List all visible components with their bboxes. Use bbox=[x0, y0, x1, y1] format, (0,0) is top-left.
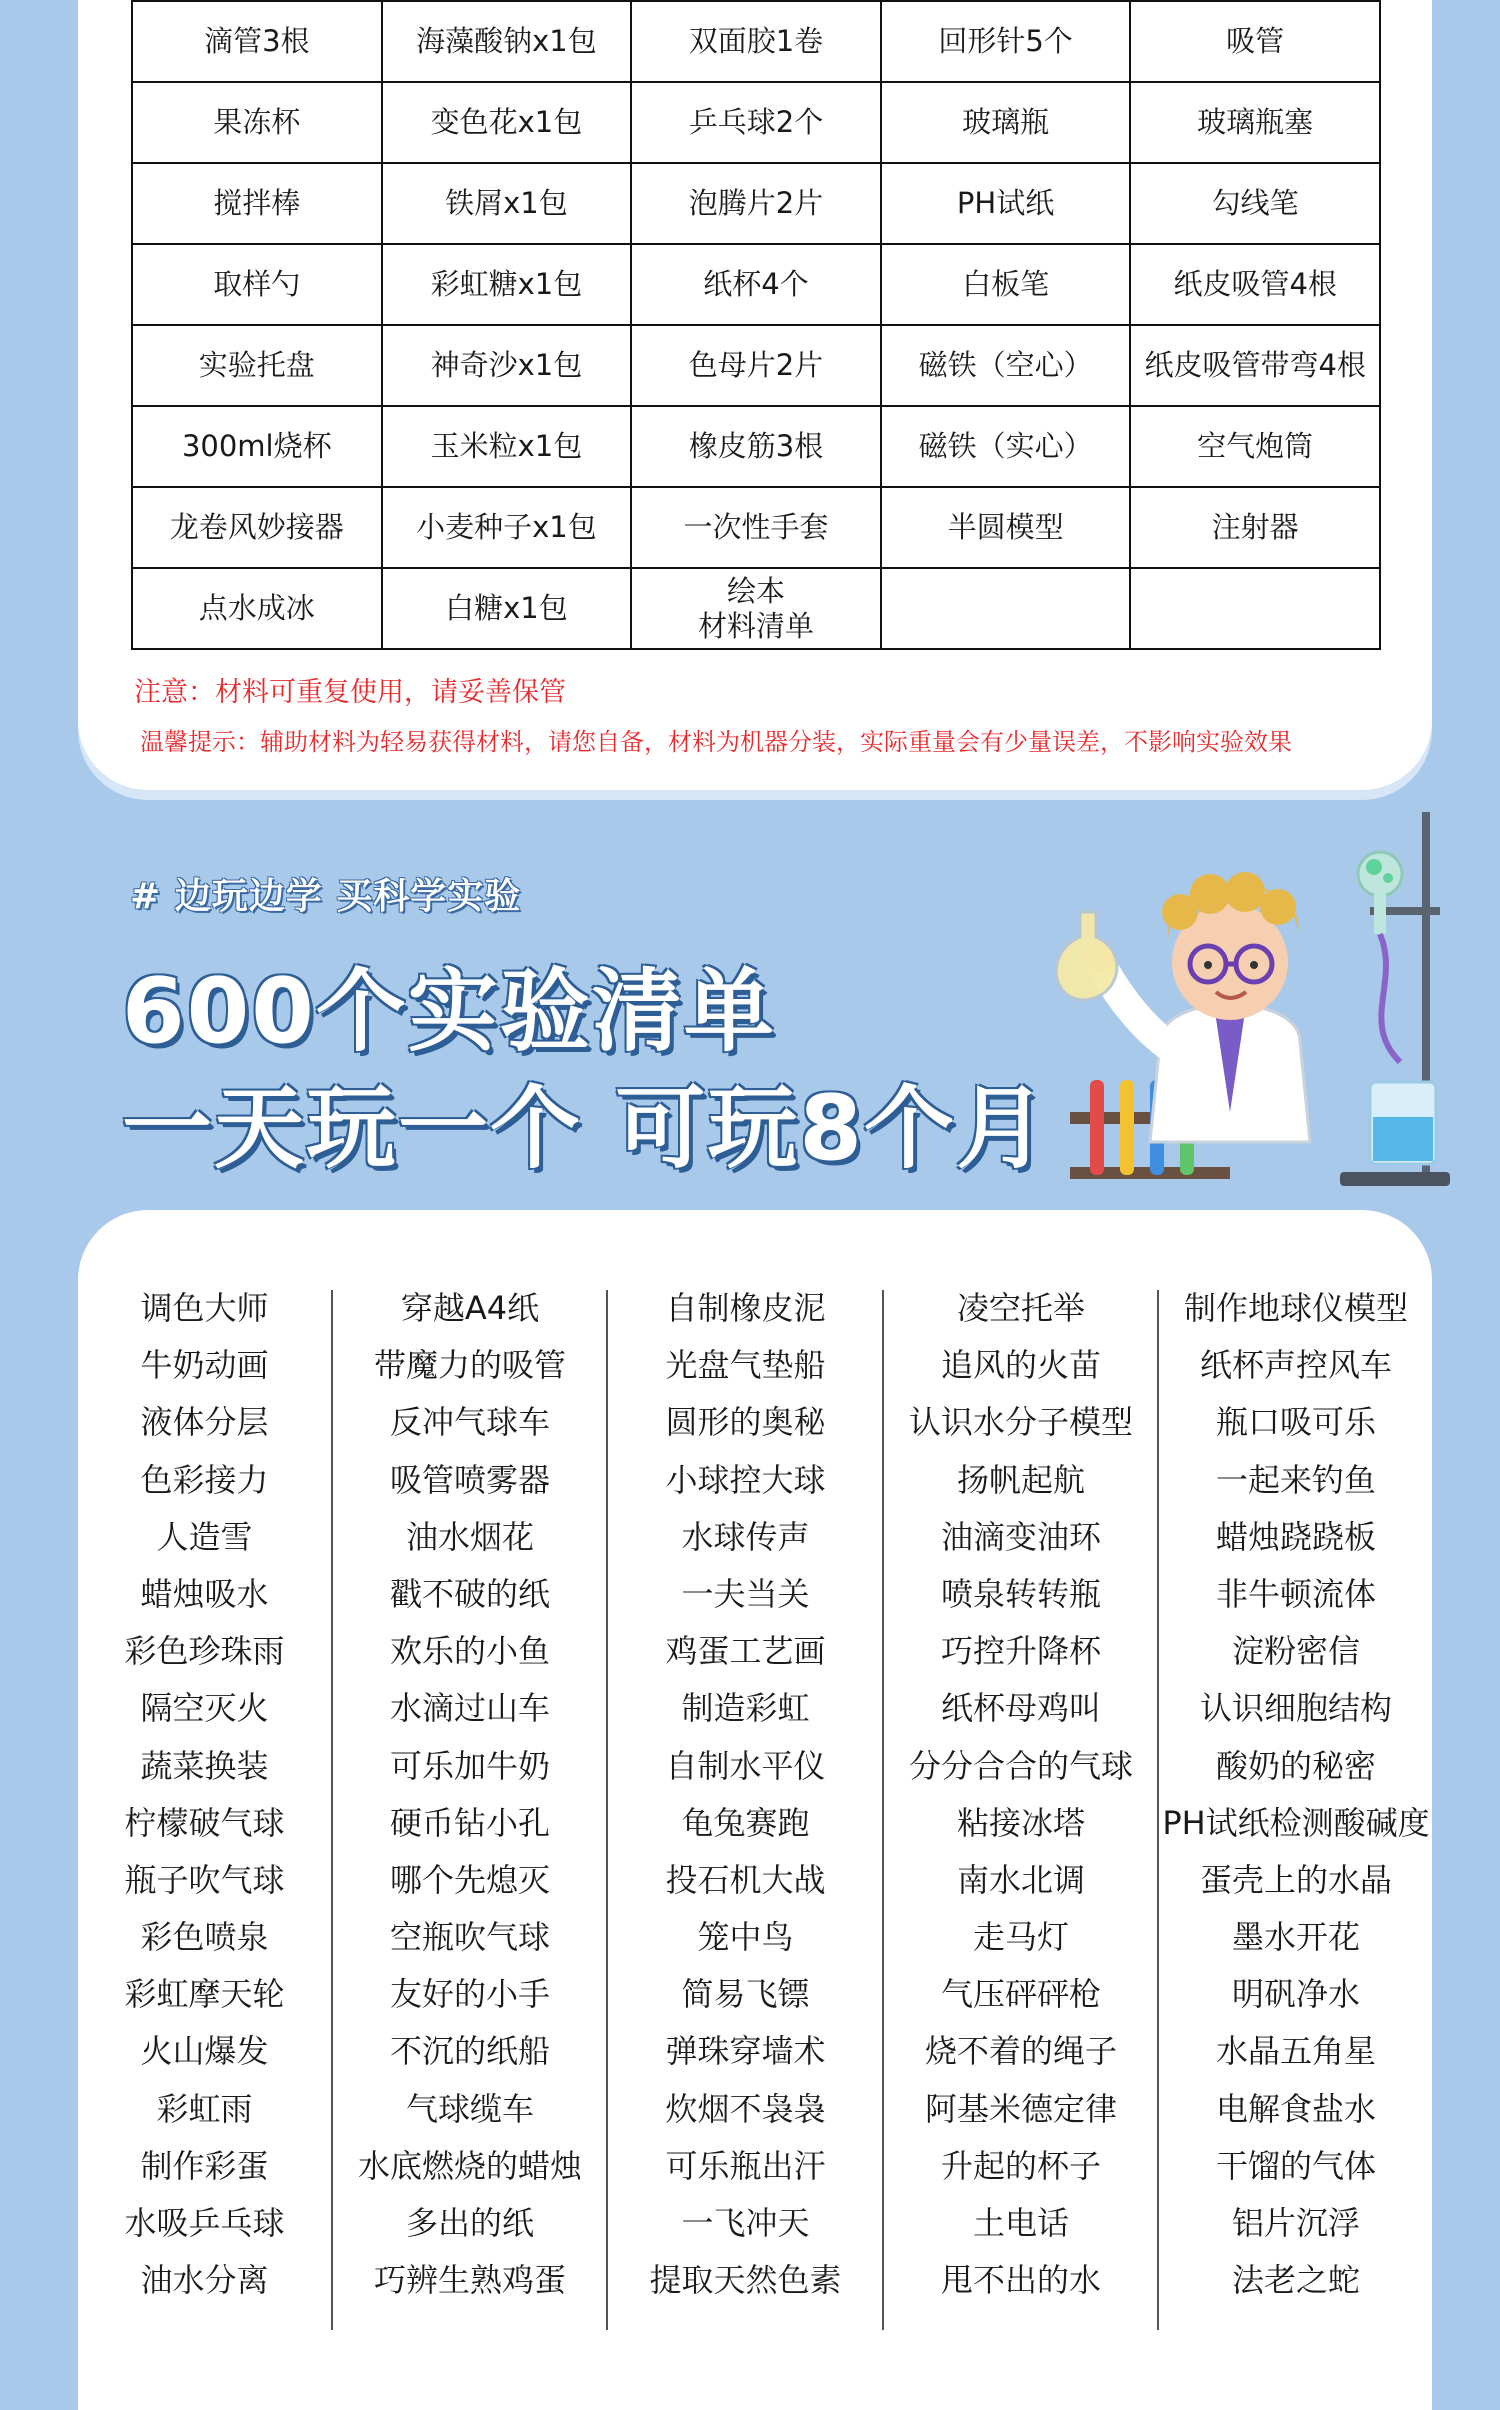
experiment-item: 光盘气垫船 bbox=[665, 1346, 826, 1385]
materials-cell: 玻璃瓶塞 bbox=[1130, 82, 1380, 163]
experiment-item: 彩虹雨 bbox=[156, 2089, 253, 2128]
experiment-item: 认识细胞结构 bbox=[1199, 1689, 1392, 1728]
experiment-item: 牛奶动画 bbox=[140, 1346, 269, 1385]
materials-row bbox=[132, 325, 1380, 406]
materials-cell: 一次性手套 bbox=[631, 487, 881, 568]
experiment-item: 液体分层 bbox=[140, 1403, 269, 1442]
experiment-item: 气球缆车 bbox=[405, 2089, 534, 2128]
materials-cell: 纸杯4个 bbox=[631, 244, 881, 325]
materials-cell: 半圆模型 bbox=[881, 487, 1131, 568]
experiment-item: 制作地球仪模型 bbox=[1183, 1289, 1408, 1327]
experiment-item: 瓶口吸可乐 bbox=[1215, 1403, 1376, 1442]
experiment-item: 蜡烛吸水 bbox=[140, 1574, 269, 1613]
column-divider bbox=[1157, 1290, 1159, 2330]
experiment-item: 色彩接力 bbox=[140, 1460, 269, 1499]
experiment-item: 隔空灭火 bbox=[140, 1689, 269, 1728]
experiment-item: 扬帆起航 bbox=[956, 1460, 1085, 1499]
experiment-item: 鸡蛋工艺画 bbox=[665, 1632, 826, 1671]
experiment-item: 哪个先熄灭 bbox=[389, 1860, 550, 1899]
materials-cell: 泡腾片2片 bbox=[631, 163, 881, 244]
experiment-item: 分分合合的气球 bbox=[908, 1746, 1133, 1785]
materials-cell: 铁屑x1包 bbox=[382, 163, 632, 244]
materials-cell: 海藻酸钠x1包 bbox=[382, 1, 632, 82]
materials-cell: 磁铁（实心） bbox=[881, 406, 1131, 487]
materials-cell: 实验托盘 bbox=[132, 325, 382, 406]
experiment-item: 水球传声 bbox=[681, 1517, 810, 1556]
column-divider bbox=[882, 1290, 884, 2330]
experiment-column bbox=[609, 1280, 882, 2309]
materials-cell: 取样勺 bbox=[132, 244, 382, 325]
experiment-item: 淀粉密信 bbox=[1231, 1632, 1360, 1671]
experiment-column bbox=[1160, 1280, 1432, 2309]
experiment-item: 南水北调 bbox=[956, 1860, 1085, 1899]
materials-cell: 滴管3根 bbox=[132, 1, 382, 82]
materials-cell: 注射器 bbox=[1130, 487, 1380, 568]
column-divider bbox=[331, 1290, 333, 2330]
materials-cell: 回形针5个 bbox=[881, 1, 1131, 82]
scientist-illustration bbox=[1040, 812, 1460, 1202]
materials-cell: 双面胶1卷 bbox=[631, 1, 881, 82]
experiment-item: 认识水分子模型 bbox=[908, 1403, 1133, 1442]
materials-row bbox=[132, 406, 1380, 487]
experiment-item: 彩虹摩天轮 bbox=[124, 1975, 285, 2014]
materials-row bbox=[132, 82, 1380, 163]
experiment-item: 蛋壳上的水晶 bbox=[1199, 1860, 1392, 1899]
experiment-item: 自制橡皮泥 bbox=[665, 1289, 826, 1327]
experiment-item: 制造彩虹 bbox=[681, 1689, 810, 1728]
experiment-item: 一飞冲天 bbox=[681, 2204, 810, 2242]
materials-cell: 300ml烧杯 bbox=[132, 406, 382, 487]
experiment-item: 升起的杯子 bbox=[940, 2146, 1101, 2185]
column-divider bbox=[606, 1290, 608, 2330]
experiment-item: 烧不着的绳子 bbox=[924, 2032, 1117, 2071]
materials-row bbox=[132, 1, 1380, 82]
experiment-item: 穿越A4纸 bbox=[400, 1289, 540, 1327]
materials-cell: 小麦种子x1包 bbox=[382, 487, 632, 568]
experiment-item: 蜡烛跷跷板 bbox=[1215, 1517, 1376, 1556]
experiment-item: 小球控大球 bbox=[665, 1460, 826, 1499]
experiment-item: 圆形的奥秘 bbox=[665, 1403, 826, 1442]
experiment-item: 铝片沉浮 bbox=[1231, 2204, 1360, 2242]
experiment-item: 走马灯 bbox=[972, 1918, 1069, 1957]
experiment-item: 油水烟花 bbox=[405, 1517, 534, 1556]
materials-cell bbox=[881, 568, 1131, 649]
experiment-item: 炊烟不袅袅 bbox=[665, 2089, 826, 2128]
experiment-item: 法老之蛇 bbox=[1231, 2261, 1360, 2300]
materials-cell: 绘本 材料清单 bbox=[631, 568, 881, 649]
experiment-item: 非牛顿流体 bbox=[1215, 1574, 1376, 1613]
experiment-item: 自制水平仪 bbox=[665, 1746, 826, 1785]
experiment-item: 蔬菜换装 bbox=[140, 1746, 269, 1785]
materials-cell: 色母片2片 bbox=[631, 325, 881, 406]
experiment-item: 戳不破的纸 bbox=[389, 1574, 550, 1613]
experiment-item: 追风的火苗 bbox=[940, 1346, 1101, 1385]
materials-cell: 纸皮吸管带弯4根 bbox=[1130, 325, 1380, 406]
materials-cell: 橡皮筋3根 bbox=[631, 406, 881, 487]
experiment-item: 笼中鸟 bbox=[697, 1918, 794, 1957]
experiment-column bbox=[334, 1280, 606, 2309]
experiment-item: 一夫当关 bbox=[681, 1574, 810, 1613]
warm-tip: 温馨提示：辅助材料为轻易获得材料，请您自备，材料为机器分装，实际重量会有少量误差，不影响实验效果 bbox=[140, 728, 1292, 756]
experiment-item: 空瓶吹气球 bbox=[389, 1918, 550, 1957]
materials-cell: 玉米粒x1包 bbox=[382, 406, 632, 487]
experiment-item: 友好的小手 bbox=[389, 1975, 550, 2014]
materials-cell: PH试纸 bbox=[881, 163, 1131, 244]
experiment-item: 巧辨生熟鸡蛋 bbox=[373, 2261, 566, 2300]
experiment-item: PH试纸检测酸碱度 bbox=[1162, 1803, 1430, 1842]
experiment-item: 投石机大战 bbox=[665, 1860, 826, 1899]
experiment-item: 提取天然色素 bbox=[649, 2261, 842, 2300]
materials-cell: 白板笔 bbox=[881, 244, 1131, 325]
headline-line-2: 一天玩一个 可玩8个月 bbox=[122, 1076, 1048, 1181]
experiment-item: 欢乐的小鱼 bbox=[389, 1632, 550, 1671]
materials-cell: 吸管 bbox=[1130, 1, 1380, 82]
experiment-column bbox=[885, 1280, 1157, 2309]
experiment-item: 电解食盐水 bbox=[1215, 2089, 1376, 2128]
experiment-item: 柠檬破气球 bbox=[124, 1803, 285, 1842]
experiment-item: 弹珠穿墙术 bbox=[665, 2032, 826, 2071]
materials-row bbox=[132, 244, 1380, 325]
headline-line-1: 600个实验清单 bbox=[122, 959, 776, 1064]
reuse-notice: 注意：材料可重复使用，请妥善保管 bbox=[134, 677, 566, 708]
experiment-item: 纸杯母鸡叫 bbox=[940, 1689, 1101, 1728]
experiment-item: 彩色喷泉 bbox=[140, 1918, 269, 1957]
materials-cell: 果冻杯 bbox=[132, 82, 382, 163]
experiment-item: 调色大师 bbox=[140, 1289, 269, 1327]
experiment-item: 简易飞镖 bbox=[681, 1975, 810, 2014]
materials-cell: 纸皮吸管4根 bbox=[1130, 244, 1380, 325]
experiment-item: 油水分离 bbox=[140, 2261, 269, 2300]
materials-cell: 白糖x1包 bbox=[382, 568, 632, 649]
experiment-item: 干馏的气体 bbox=[1215, 2146, 1376, 2185]
experiment-item: 明矾净水 bbox=[1231, 1975, 1360, 2014]
materials-table bbox=[131, 0, 1381, 650]
experiment-item: 不沉的纸船 bbox=[389, 2032, 550, 2071]
materials-cell bbox=[1130, 568, 1380, 649]
experiment-item: 油滴变油环 bbox=[940, 1517, 1101, 1556]
materials-cell: 变色花x1包 bbox=[382, 82, 632, 163]
experiment-item: 可乐加牛奶 bbox=[389, 1746, 550, 1785]
experiment-item: 水滴过山车 bbox=[389, 1689, 550, 1728]
materials-cell: 玻璃瓶 bbox=[881, 82, 1131, 163]
experiment-item: 龟兔赛跑 bbox=[681, 1803, 810, 1842]
experiment-item: 火山爆发 bbox=[140, 2032, 269, 2071]
experiment-item: 瓶子吹气球 bbox=[124, 1860, 285, 1899]
materials-cell: 点水成冰 bbox=[132, 568, 382, 649]
experiment-item: 多出的纸 bbox=[405, 2204, 534, 2242]
materials-cell: 磁铁（空心） bbox=[881, 325, 1131, 406]
experiment-item: 硬币钻小孔 bbox=[389, 1803, 550, 1842]
experiment-item: 制作彩蛋 bbox=[140, 2146, 269, 2185]
hashtag-slogan: # 边玩边学 买科学实验 bbox=[130, 876, 522, 917]
experiment-item: 水底燃烧的蜡烛 bbox=[357, 2146, 582, 2185]
materials-row bbox=[132, 487, 1380, 568]
materials-cell: 彩虹糖x1包 bbox=[382, 244, 632, 325]
materials-cell: 空气炮筒 bbox=[1130, 406, 1380, 487]
experiment-item: 人造雪 bbox=[156, 1517, 253, 1556]
experiment-item: 彩色珍珠雨 bbox=[124, 1632, 285, 1671]
experiment-item: 土电话 bbox=[972, 2204, 1069, 2242]
materials-row bbox=[132, 163, 1380, 244]
experiment-item: 可乐瓶出汗 bbox=[665, 2146, 826, 2185]
experiment-item: 巧控升降杯 bbox=[940, 1632, 1101, 1671]
materials-cell: 勾线笔 bbox=[1130, 163, 1380, 244]
experiment-item: 一起来钓鱼 bbox=[1215, 1460, 1376, 1499]
materials-cell: 搅拌棒 bbox=[132, 163, 382, 244]
experiment-item: 阿基米德定律 bbox=[924, 2089, 1117, 2128]
experiment-item: 反冲气球车 bbox=[389, 1403, 550, 1442]
experiment-item: 纸杯声控风车 bbox=[1199, 1346, 1392, 1385]
experiment-item: 吸管喷雾器 bbox=[389, 1460, 550, 1499]
materials-row bbox=[132, 568, 1380, 649]
experiment-item: 喷泉转转瓶 bbox=[940, 1574, 1101, 1613]
experiment-item: 粘接冰塔 bbox=[956, 1803, 1085, 1842]
materials-cell: 乒乓球2个 bbox=[631, 82, 881, 163]
experiment-item: 带魔力的吸管 bbox=[373, 1346, 566, 1385]
experiment-item: 墨水开花 bbox=[1231, 1918, 1360, 1957]
experiment-item: 甩不出的水 bbox=[940, 2261, 1101, 2300]
experiment-item: 水吸乒乓球 bbox=[124, 2204, 285, 2242]
experiment-column bbox=[78, 1280, 331, 2309]
experiment-item: 酸奶的秘密 bbox=[1215, 1746, 1376, 1785]
materials-cell: 龙卷风妙接器 bbox=[132, 487, 382, 568]
experiment-item: 凌空托举 bbox=[956, 1289, 1085, 1327]
experiment-item: 气压砰砰枪 bbox=[940, 1975, 1101, 2014]
materials-cell: 神奇沙x1包 bbox=[382, 325, 632, 406]
experiment-item: 水晶五角星 bbox=[1215, 2032, 1376, 2071]
